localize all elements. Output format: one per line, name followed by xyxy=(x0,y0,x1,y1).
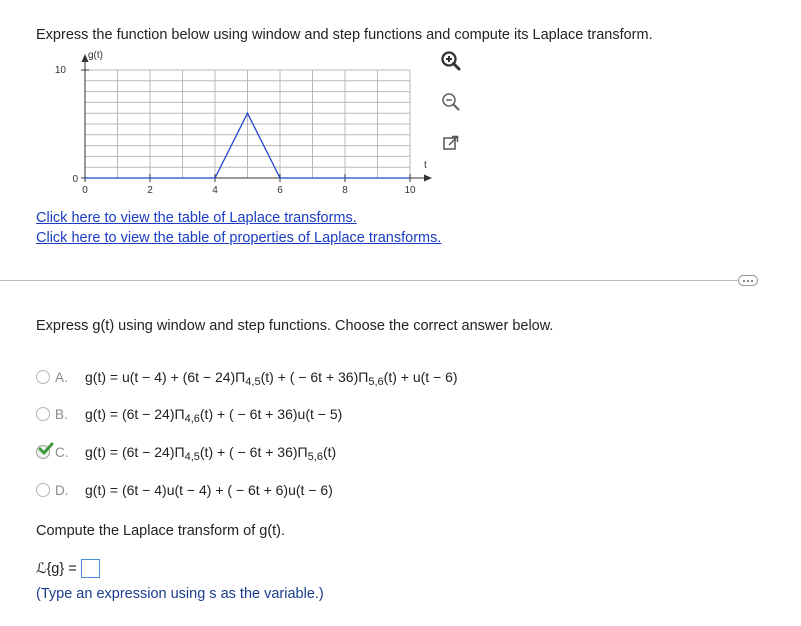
x-tick-label: 10 xyxy=(404,185,416,196)
option-d-formula: g(t) = (6t − 4)u(t − 4) + ( − 6t + 6)u(t − 6) xyxy=(85,482,333,498)
radio-a[interactable] xyxy=(36,370,50,384)
option-a-formula: $g(t) = u(t - 4) + (6t - 24)\Pi_{4,5}(t)$ + ( − $6t + 36)\Pi_{5,6}(t) + u(t - 6)$ xyxy=(85,369,458,388)
zoom-out-icon xyxy=(440,91,462,113)
zoom-out-button[interactable] xyxy=(438,89,464,115)
x-tick-labels xyxy=(82,185,416,196)
option-d-letter: D. xyxy=(55,482,69,498)
x-axis-label: t xyxy=(424,160,427,171)
divider-handle[interactable] xyxy=(738,275,758,286)
option-b[interactable] xyxy=(36,403,342,425)
checkmark-icon xyxy=(38,441,54,457)
zoom-in-icon xyxy=(440,50,462,72)
popout-icon xyxy=(441,133,461,153)
question1-prompt: Express g(t) using window and step functions. Choose the correct answer below. xyxy=(36,318,554,334)
option-d[interactable] xyxy=(36,479,333,501)
graph-axes xyxy=(81,54,432,182)
question2-prompt: Compute the Laplace transform of g(t). xyxy=(36,523,286,539)
x-tick-label: 4 xyxy=(212,185,218,196)
x-tick-label: 6 xyxy=(277,185,283,196)
x-tick-label: 0 xyxy=(82,185,88,196)
y-tick-10: 10 xyxy=(54,65,66,76)
laplace-links xyxy=(36,208,441,248)
x-tick-label: 2 xyxy=(147,185,153,196)
popout-button[interactable] xyxy=(438,130,464,156)
laplace-table-link[interactable]: Click here to view the table of Laplace transforms. xyxy=(36,210,357,226)
option-b-letter: B. xyxy=(55,406,68,422)
y-axis-label: g(t) xyxy=(88,50,103,61)
radio-c[interactable] xyxy=(36,445,50,459)
laplace-answer-input[interactable] xyxy=(81,559,100,578)
problem-prompt: Express the function below using window and step functions and compute its Laplace transform. xyxy=(36,27,653,43)
option-a-letter: A. xyxy=(55,369,68,385)
laplace-label: ℒ{g} = xyxy=(36,560,77,577)
radio-d[interactable] xyxy=(36,483,50,497)
function-graph xyxy=(40,45,440,205)
answer-hint: (Type an expression using s as the variable.) xyxy=(36,586,324,602)
option-b-formula: $g(t) = (6t - 24)\Pi_{4,6}(t)$ + ( − 6t + 36)u(t − 5) xyxy=(85,406,343,425)
x-tick-label: 8 xyxy=(342,185,348,196)
answer-row xyxy=(36,559,100,578)
option-c-letter: C. xyxy=(55,444,69,460)
section-divider xyxy=(0,280,740,281)
graph-grid xyxy=(85,70,410,178)
laplace-properties-link[interactable]: Click here to view the table of properties of Laplace transforms. xyxy=(36,230,442,246)
option-c[interactable] xyxy=(36,441,336,463)
y-tick-0: 0 xyxy=(72,174,78,185)
x-axis-arrow xyxy=(424,175,432,182)
radio-b[interactable] xyxy=(36,407,50,421)
zoom-in-button[interactable] xyxy=(438,48,464,74)
option-a[interactable] xyxy=(36,366,458,388)
option-c-formula: $g(t) = (6t - 24)\Pi_{4,5}(t)$ + ( − $6t + 36)\Pi_{5,6}(t)$ xyxy=(85,444,337,463)
